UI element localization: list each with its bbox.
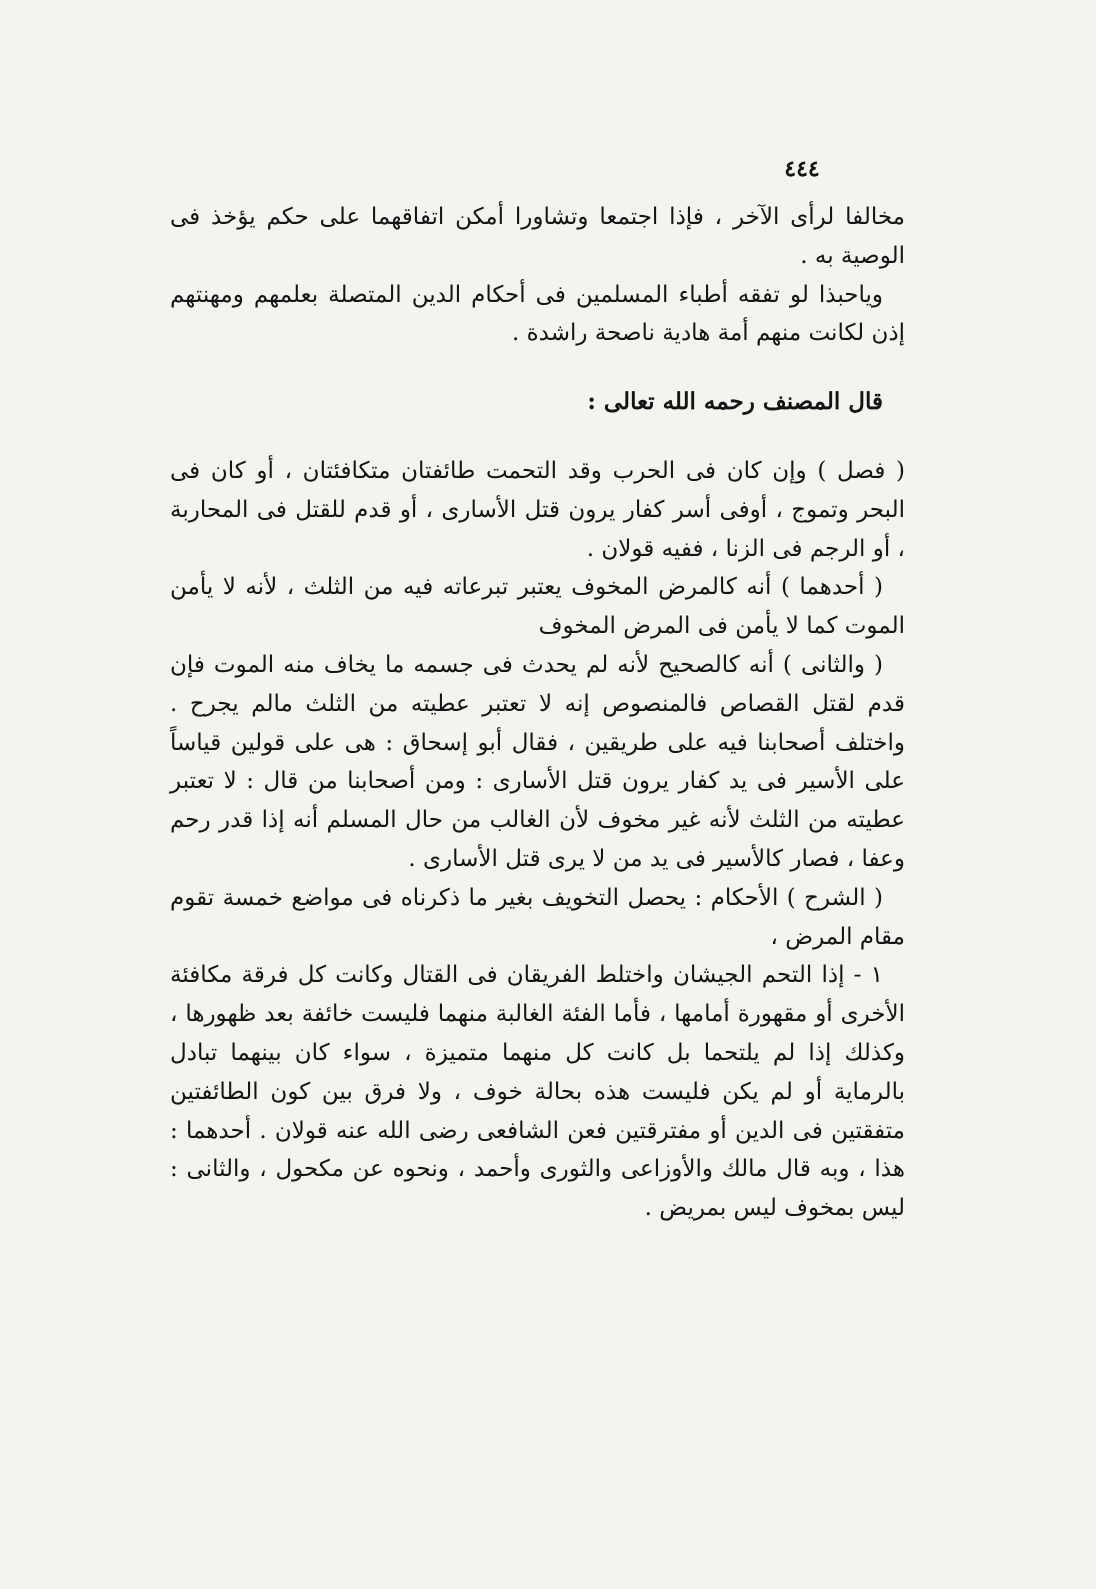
page-text-block [170, 198, 905, 1228]
paragraph-item-one: ١ - إذا التحم الجيشان واختلط الفريقان فى القتال وكانت كل فرقة مكافئة الأخرى أو مقهورة أمامها ، فأما الفئة الغالبة منهما فليست خائفة بعد ظهورها ، وكذلك إذا لم يلتحما بل كانت كل منهما متميزة ، سواء كان بينهما تبادل بالرماية أو لم يكن فليست هذه بحالة خوف ، ولا فرق بين كون الطائفتين متفقتين فى الدين أو مفترقتين فعن الشافعى رضى الله عنه قولان . أحدهما : هذا ، وبه قال مالك والأوزاعى والثورى وأحمد ، ونحوه عن مكحول ، والثانى : ليس بمخوف ليس بمريض . [170, 962, 905, 1222]
paragraph-sharh: ( الشرح ) الأحكام : يحصل التخويف بغير ما ذكرناه فى مواضع خمسة تقوم مقام المرض ، [170, 884, 905, 950]
page-number: ٤٤٤ [784, 156, 820, 182]
author-heading: قال المصنف رحمه الله تعالى : [587, 388, 883, 416]
paragraph-physicians: وياحبذا لو تفقه أطباء المسلمين فى أحكام الدين المتصلة بعلمهم ومهنتهم إذن لكانت منهم أمة هادية ناصحة راشدة . [170, 281, 905, 347]
paragraph-second-opinion: ( والثانى ) أنه كالصحيح لأنه لم يحدث فى جسمه ما يخاف منه الموت فإن قدم لقتل القصاص فالمنصوص إنه لا تعتبر عطيته من الثلث مالم يجرح . واختلف أصحابنا فيه على طريقين ، فقال أبو إسحاق : هى على قولين قياساً على الأسير فى يد كفار يرون قتل الأسارى : ومن أصحابنا من قال : لا تعتبر عطيته من الثلث لأنه غير مخوف لأن الغالب من حال المسلم أنه إذا قدر رحم وعفا ، فصار كالأسير فى يد من لا يرى قتل الأسارى . [170, 651, 905, 872]
paragraph-continuation: مخالفا لرأى الآخر ، فإذا اجتمعا وتشاورا أمكن اتفاقهما على حكم يؤخذ فى الوصية به . [170, 204, 905, 269]
paragraph-first-opinion: ( أحدهما ) أنه كالمرض المخوف يعتبر تبرعاته فيه من الثلث ، لأنه لا يأمن الموت كما لا يأمن فى المرض المخوف [170, 574, 905, 640]
paragraph-fasl: ( فصل ) وإن كان فى الحرب وقد التحمت طائفتان متكافئتان ، أو كان فى البحر وتموج ، أوفى أسر كفار يرون قتل الأسارى ، أو قدم للقتل فى المحاربة ، أو الرجم فى الزنا ، ففيه قولان . [170, 457, 905, 562]
